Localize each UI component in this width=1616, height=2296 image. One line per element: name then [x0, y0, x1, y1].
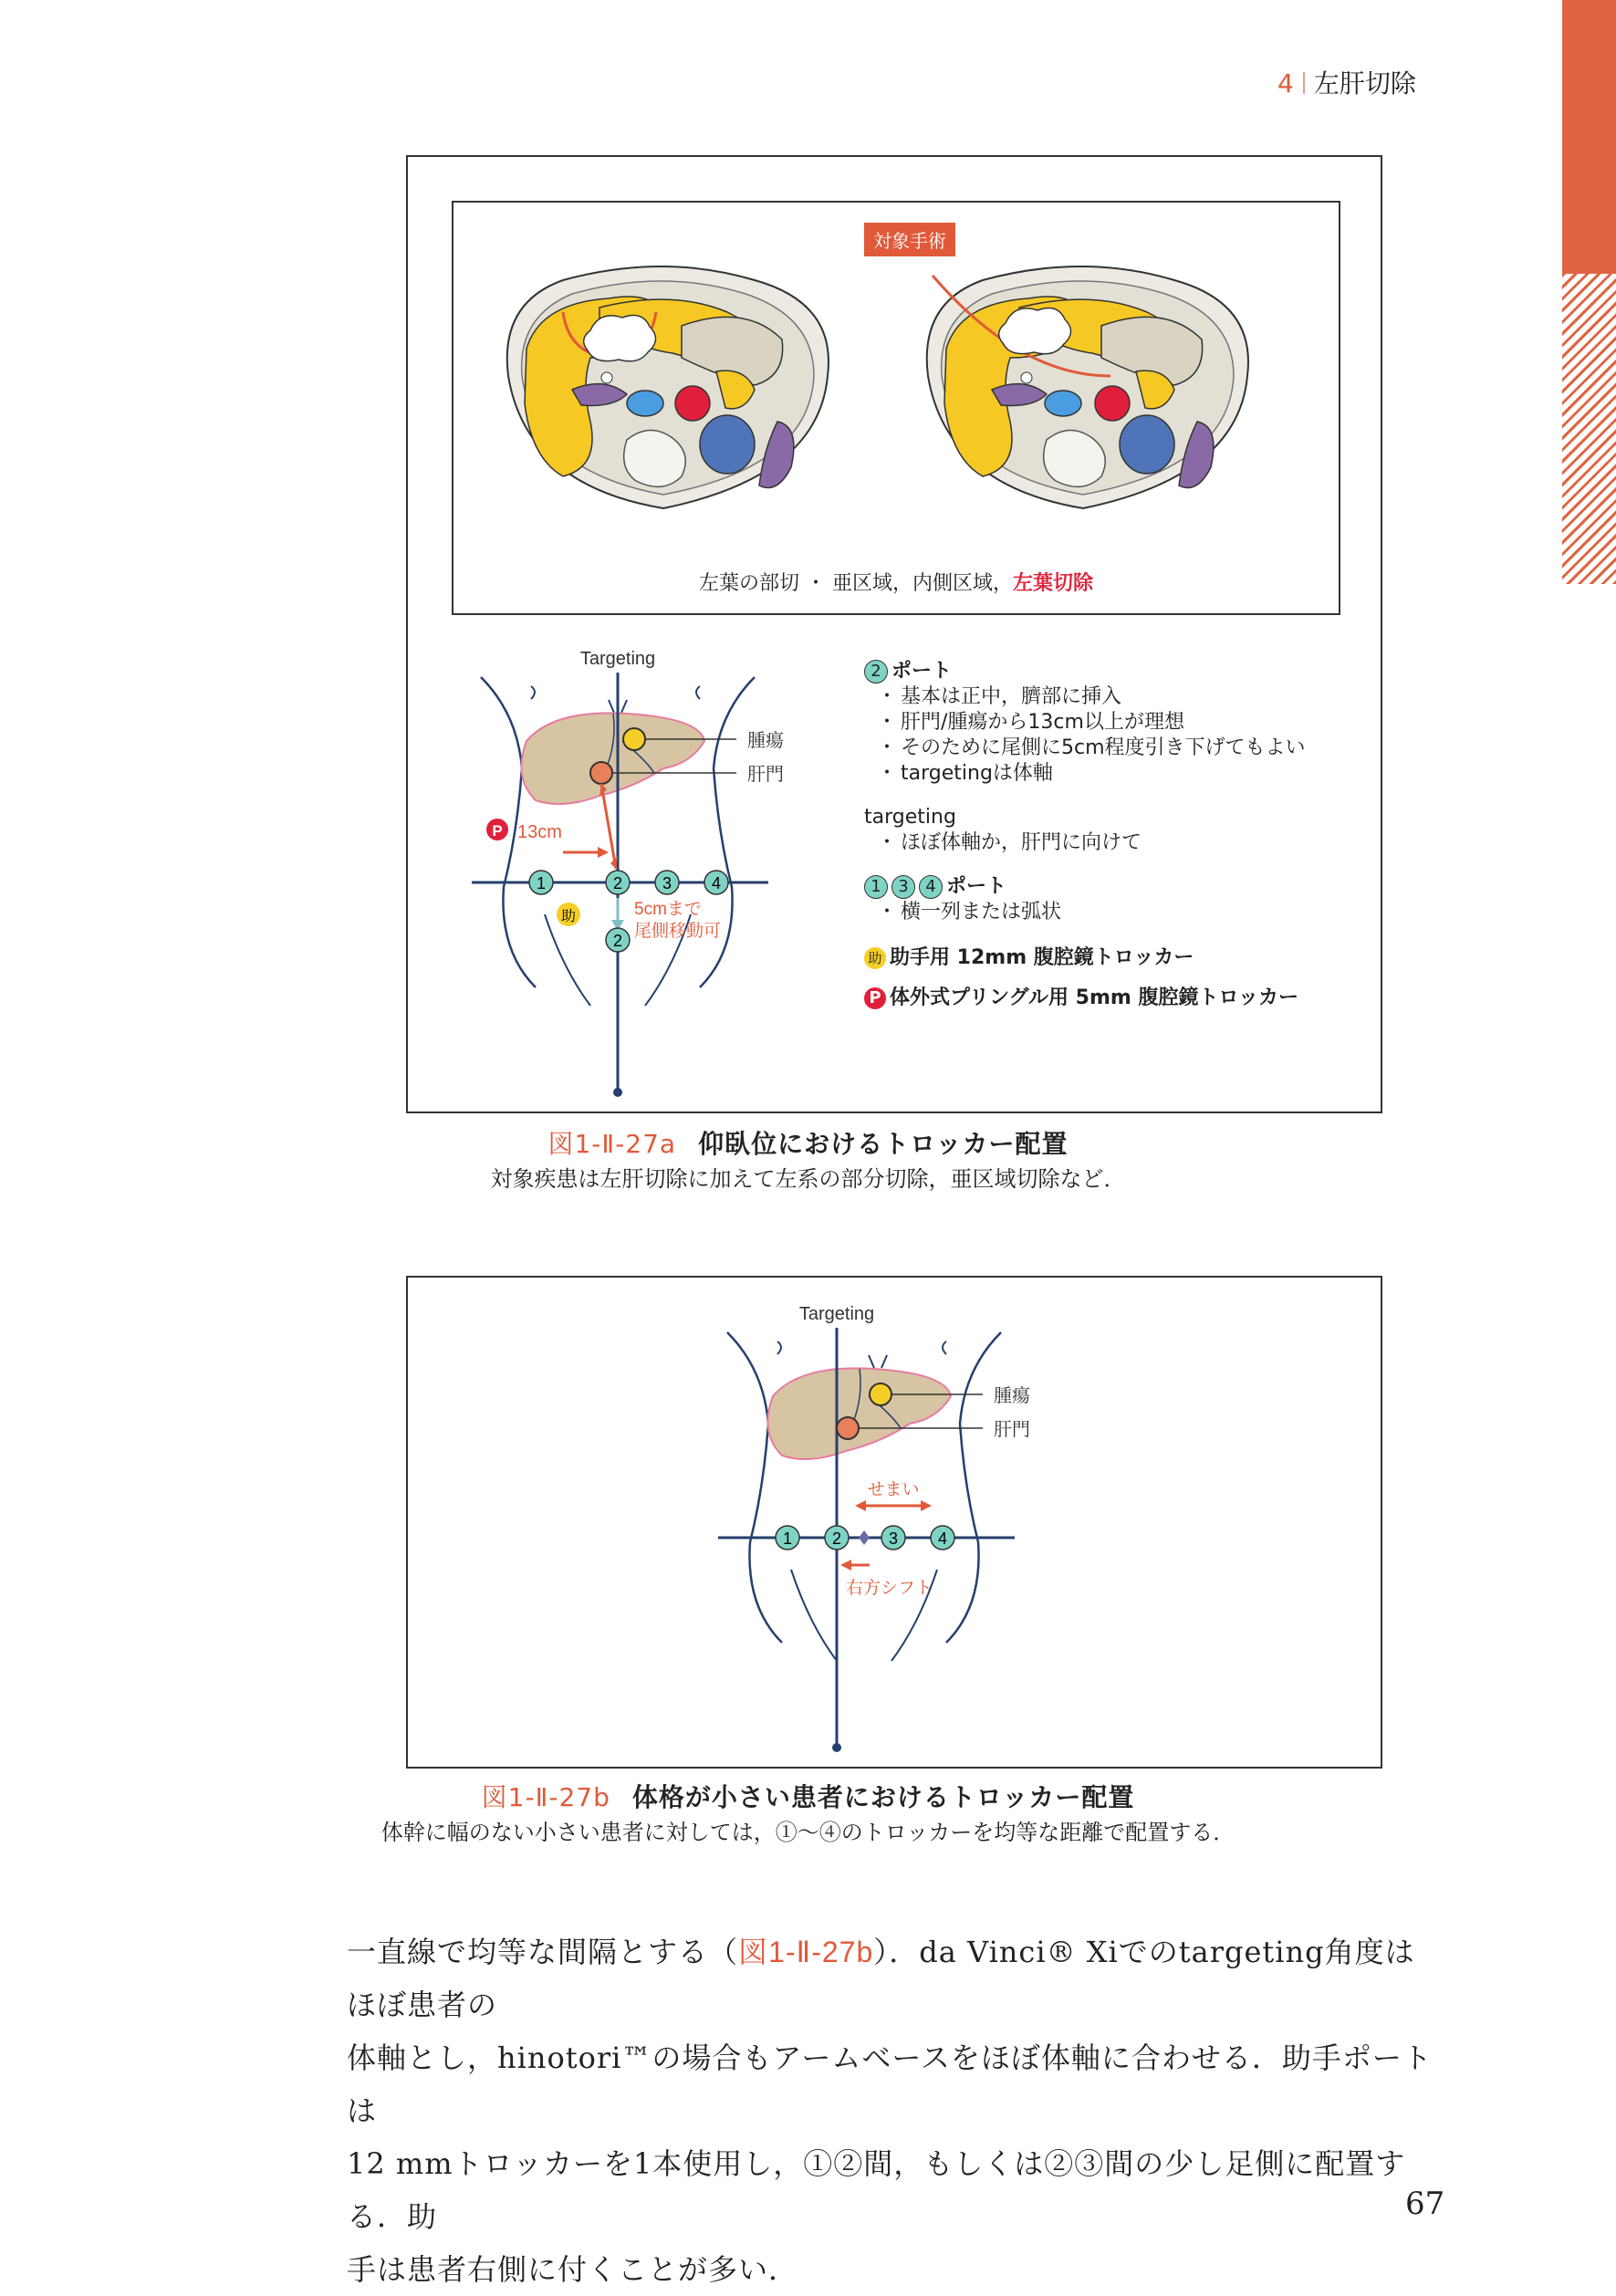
page-number: 67 [1405, 2186, 1445, 2222]
corner-accent-band [1562, 0, 1616, 274]
legend-pringle-text: 体外式プリングル用 5mm 腹腔鏡トロッカー [890, 986, 1299, 1009]
target-surgery-badge: 対象手術 [864, 223, 955, 256]
ct-caption [454, 568, 1339, 596]
figure-a-caption [0, 1124, 1616, 1161]
narrow-label: せまい [867, 1480, 920, 1499]
body-line: 体軸とし，hinotori™の場合もアームベースをほぼ体軸に合わせる．助手ポートは [347, 2040, 1433, 2128]
torso-diagram-b [709, 1305, 1120, 1761]
legend-port-num: 4 [919, 875, 943, 899]
body-text-span: 一直線で均等な間隔とする（ [347, 1935, 739, 1969]
figure-b-frame [406, 1276, 1382, 1769]
legend-ports134-heading [864, 874, 1357, 900]
figure-b-title: 体格が小さい患者におけるトロッカー配置 [631, 1782, 1135, 1812]
port-3-b: 3 [888, 1529, 899, 1548]
legend-port-num: 3 [891, 875, 915, 899]
figure-a-id: 図1-Ⅱ-27a [547, 1129, 677, 1159]
body-line: 12 mmトロッカーを1本使用し，①②間，もしくは②③間の少し足側に配置する．助 [347, 2146, 1406, 2234]
body-paragraph [347, 1926, 1445, 2296]
legend-port2-num: 2 [864, 660, 888, 684]
body-text-span: ）．da Vinci® Xiでのtargeting角度はほぼ患者の [347, 1935, 1415, 2022]
corner-accent-stripes [1562, 274, 1616, 584]
torso-diagram-a [463, 650, 855, 1106]
chapter-title: 左肝切除 [1313, 68, 1416, 99]
body-line [347, 1926, 1442, 2031]
port-1-b: 1 [782, 1529, 793, 1548]
legend-ports134-title: ポート [946, 875, 1007, 898]
legend-port2-item: ・ targetingは体軸 [864, 761, 1357, 787]
port-2-lowered: 2 [612, 932, 623, 950]
figure-b-id: 図1-Ⅱ-27b [481, 1782, 610, 1812]
figure-a-frame [406, 155, 1382, 1113]
legend-port2-item: ・ そのために尾側に5cm程度引き下げてもよい [864, 736, 1357, 761]
ct-caption-text: 左葉の部切 ・ 亜区域，内側区域， [698, 572, 1013, 595]
pringle-port-mark: P [492, 822, 503, 840]
legend-port2-item: ・ 肝門/腫瘍から13cm以上が理想 [864, 710, 1357, 736]
targeting-label-b: Targeting [798, 1305, 875, 1324]
tumor-label-b: 腫瘍 [994, 1386, 1030, 1406]
legend-assist-mark: 助 [864, 947, 886, 969]
shift-label-2: 尾側移動可 [634, 922, 722, 941]
legend-assist-text: 助手用 12mm 腹腔鏡トロッカー [890, 946, 1194, 969]
port-4-b: 4 [937, 1529, 948, 1548]
figure-reference-link[interactable]: 図1-Ⅱ-27b [738, 1936, 874, 1968]
legend-ports134-item: ・ 横一列または弧状 [864, 900, 1357, 925]
ct-panel [452, 201, 1340, 615]
hilum-label-b: 肝門 [994, 1420, 1030, 1440]
legend-port2-title: ポート [891, 660, 953, 683]
port-4-a: 4 [711, 874, 722, 892]
ct-illustrations [454, 203, 1339, 613]
port-1-a: 1 [536, 874, 547, 892]
legend-port-num: 1 [864, 875, 888, 899]
chapter-number: 4 [1277, 68, 1294, 99]
legend-port2-item: ・ 基本は正中，臍部に挿入 [864, 684, 1357, 710]
legend-pringle-mark: P [864, 987, 886, 1009]
body-line: 手は患者右側に付くことが多い． [347, 2252, 799, 2287]
running-header [1277, 64, 1460, 100]
legend-assist-row [864, 945, 1357, 971]
figure-a-subcaption: 対象疾患は左肝切除に加えて左系の部分切除，亜区域切除など． [490, 1166, 1126, 1192]
figure-a-title: 仰臥位におけるトロッカー配置 [698, 1129, 1069, 1159]
tumor-label-a: 腫瘍 [747, 731, 784, 751]
ct-slice-right [927, 266, 1248, 508]
right-shift-label: 右方シフト [846, 1579, 933, 1598]
legend-a [864, 659, 1357, 1011]
legend-pringle-row [864, 986, 1357, 1011]
legend-targeting-heading: targeting [864, 806, 956, 829]
port-3-a: 3 [662, 874, 672, 892]
port-2-a: 2 [612, 874, 623, 892]
figure-b-caption [0, 1778, 1616, 1814]
figure-b-subcaption: 体幹に幅のない小さい患者に対しては，①～④のトロッカーを均等な距離で配置する． [381, 1820, 1235, 1845]
ct-slice-left [507, 266, 829, 508]
header-divider [1303, 72, 1305, 94]
shift-label-1: 5cmまで [634, 900, 702, 919]
legend-port2-heading [864, 659, 1357, 684]
distance-label: 13cm [517, 822, 562, 842]
assist-port-mark: 助 [560, 909, 577, 924]
hilum-label-a: 肝門 [747, 765, 784, 785]
targeting-label-a: Targeting [579, 650, 656, 669]
legend-targeting-item: ・ ほぼ体軸か，肝門に向けて [864, 830, 1357, 856]
port-2-b: 2 [831, 1529, 842, 1548]
ct-caption-highlight: 左葉切除 [1012, 572, 1093, 595]
